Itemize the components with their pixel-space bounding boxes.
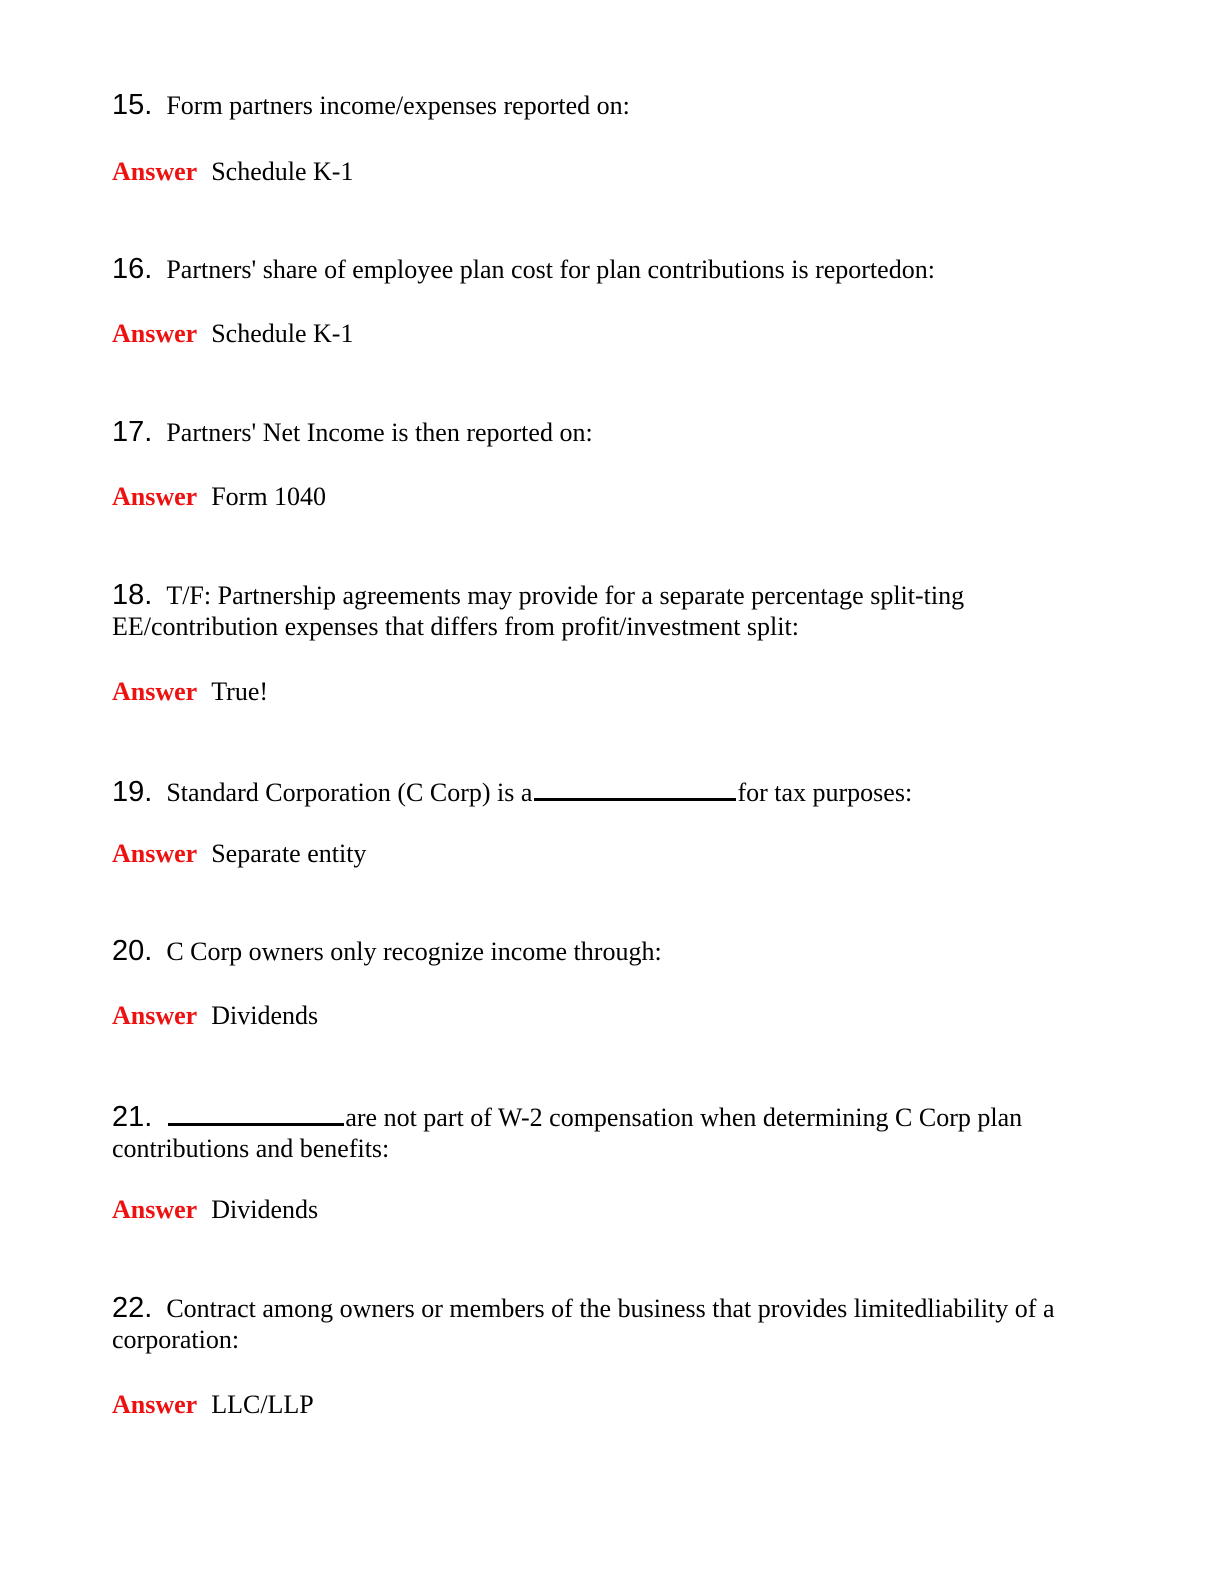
question-19 xyxy=(112,774,1122,808)
question-number: 21. xyxy=(112,1101,153,1133)
answer-label: Answer xyxy=(112,157,198,186)
question-text: Form partners income/expenses reported on: xyxy=(166,91,630,120)
answer-text: Dividends xyxy=(211,1195,319,1224)
question-20 xyxy=(112,936,1122,967)
answer-text: Schedule K-1 xyxy=(211,319,354,348)
question-text: C Corp owners only recognize income through: xyxy=(166,937,662,966)
question-text: Partners' Net Income is then reported on: xyxy=(166,418,593,447)
answer-15 xyxy=(112,156,353,187)
answer-label: Answer xyxy=(112,319,198,348)
question-text: T/F: Partnership agreements may provide for a separate percentage split-ting EE/contribution expenses that differs from profit/investment split: xyxy=(112,581,965,641)
answer-22 xyxy=(112,1389,314,1420)
question-number: 22. xyxy=(112,1292,153,1324)
answer-text: Form 1040 xyxy=(211,482,327,511)
answer-20 xyxy=(112,1000,318,1031)
answer-text: Dividends xyxy=(211,1001,319,1030)
answer-17 xyxy=(112,481,326,512)
fill-in-blank xyxy=(168,1099,344,1126)
question-number: 16. xyxy=(112,253,153,285)
answer-text: Schedule K-1 xyxy=(211,157,354,186)
question-text-before: Standard Corporation (C Corp) is a xyxy=(166,778,533,807)
question-15 xyxy=(112,90,1122,121)
answer-label: Answer xyxy=(112,1390,198,1419)
question-text-after: for tax purposes: xyxy=(737,778,913,807)
answer-text: Separate entity xyxy=(211,839,367,868)
question-21 xyxy=(112,1099,1082,1164)
question-number: 15. xyxy=(112,89,153,121)
question-number: 18. xyxy=(112,579,153,611)
answer-16 xyxy=(112,318,353,349)
answer-label: Answer xyxy=(112,482,198,511)
question-text: Partners' share of employee plan cost for plan contributions is reportedon: xyxy=(166,255,935,284)
answer-label: Answer xyxy=(112,1195,198,1224)
answer-text: True! xyxy=(211,677,269,706)
question-16 xyxy=(112,254,1122,285)
question-18 xyxy=(112,580,1042,642)
answer-label: Answer xyxy=(112,1001,198,1030)
answer-label: Answer xyxy=(112,839,198,868)
question-22 xyxy=(112,1293,1122,1355)
question-number: 20. xyxy=(112,935,153,967)
answer-label: Answer xyxy=(112,677,198,706)
answer-18 xyxy=(112,676,268,707)
fill-in-blank xyxy=(534,774,736,801)
answer-text: LLC/LLP xyxy=(211,1390,314,1419)
question-text-after: are not part of W-2 compensation when determining C Corp plan contributions and benefits: xyxy=(112,1103,1023,1163)
question-number: 17. xyxy=(112,416,153,448)
question-number: 19. xyxy=(112,776,153,808)
answer-21 xyxy=(112,1194,318,1225)
question-text: Contract among owners or members of the business that provides limitedliability of a corporation: xyxy=(112,1294,1055,1354)
answer-19 xyxy=(112,838,366,869)
question-17 xyxy=(112,417,1122,448)
